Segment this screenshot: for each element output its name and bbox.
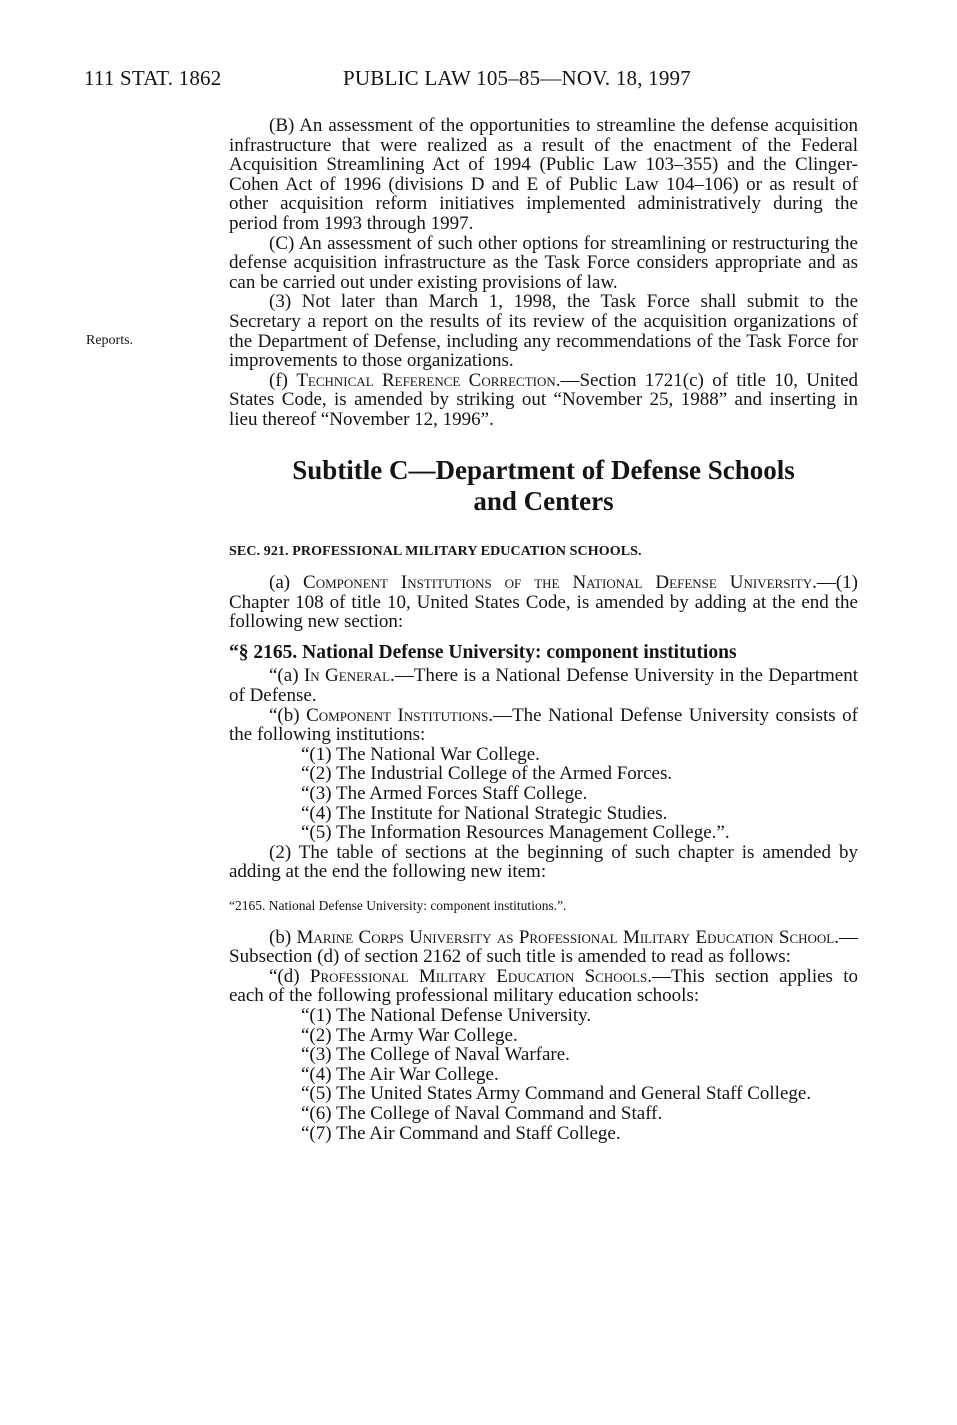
section-2165-heading: “§ 2165. National Defense University: component institutions (229, 641, 737, 663)
quote-paragraph-b: “(b) Component Institutions.—The National Defense University consists of the following institutions: (229, 704, 859, 746)
list-item: “(5) The Information Resources Management College.”. (301, 822, 730, 844)
paragraph-b-heading: Marine Corps University as Professional Military Education School. (296, 926, 839, 948)
list-item: “(2) The Army War College. (301, 1024, 518, 1046)
list-item: “(1) The National War College. (301, 743, 540, 765)
list-item: “(5) The United States Army Command and General Staff College. (301, 1083, 812, 1105)
quote-paragraph-d: “(d) Professional Military Education Schools.—This section applies to each of the following professional military education schools: (229, 965, 859, 1007)
list-item: “(1) The National Defense University. (301, 1004, 592, 1026)
paragraph-f-heading: Technical Reference Correction. (296, 369, 561, 391)
paragraph-a-heading: Component Institutions of the National Defense University. (303, 572, 817, 594)
subtitle-heading: Subtitle C—Department of Defense Schools and Centers (292, 454, 795, 516)
paragraph-a: (a) Component Institutions of the National Defense University.—(1) Chapter 108 of title 10, United States Code, is amended by adding at the end the following new section: (229, 572, 858, 633)
list-item: “(4) The Air War College. (301, 1063, 499, 1085)
quote-b-heading: Component Institutions. (306, 704, 494, 726)
quote-a-heading: In General. (303, 665, 395, 687)
paragraph-b-marine-corps: (b) Marine Corps University as Professional Military Education School.—Subsection (d) of section 2162 of such title is amended to read as follows: (229, 926, 858, 968)
quote-paragraph-a: “(a) In General.—There is a National Defense University in the Department of Defense. (229, 665, 858, 707)
paragraph-3: (3) Not later than March 1, 1998, the Task Force shall submit to the Secretary a report on the results of its review of the acquisition organizations of the Department of Defense, including any recommendations of the Task Force for improvements to those organizations. (229, 291, 858, 372)
paragraph-2: (2) The table of sections at the beginning of such chapter is amended by adding at the end the following new item: (229, 841, 858, 883)
ndu-institutions-list (229, 745, 858, 843)
document-body (229, 116, 858, 1143)
statute-citation: 111 STAT. 1862 (84, 66, 222, 90)
list-item: “(3) The Armed Forces Staff College. (301, 783, 588, 805)
pme-schools-list (229, 1006, 858, 1143)
table-of-sections-item: “2165. National Defense University: component institutions.”. (229, 898, 567, 913)
list-item: “(6) The College of Naval Command and Staff. (301, 1102, 663, 1124)
list-item: “(2) The Industrial College of the Armed Forces. (301, 763, 673, 785)
paragraph-f: (f) Technical Reference Correction.—Section 1721(c) of title 10, United States Code, is amended by striking out “November 25, 1988” and inserting in lieu thereof “November 12, 1996”. (229, 369, 859, 430)
section-921-heading: SEC. 921. PROFESSIONAL MILITARY EDUCATION SCHOOLS. (229, 543, 642, 559)
quote-d-heading: Professional Military Education Schools. (309, 965, 652, 987)
list-item: “(3) The College of Naval Warfare. (301, 1044, 570, 1066)
paragraph-b: (B) An assessment of the opportunities to streamline the defense acquisition infrastructure that were realized as a result of the enactment of the Federal Acquisition Streamlining Act of 1994 (Public Law 103–355) and the Clinger-Cohen Act of 1996 (divisions D and E of Public Law 104–106) or as result of other acquisition reform initiatives implemented administratively during the period from 1993 through 1997. (229, 115, 858, 234)
public-law-citation: PUBLIC LAW 105–85—NOV. 18, 1997 (343, 66, 691, 90)
list-item: “(7) The Air Command and Staff College. (301, 1122, 621, 1144)
margin-note-reports: Reports. (86, 333, 134, 348)
list-item: “(4) The Institute for National Strategic Studies. (301, 802, 668, 824)
paragraph-c: (C) An assessment of such other options for streamlining or restructuring the defense acquisition infrastructure as the Task Force considers appropriate and as can be carried out under existing provisions of law. (229, 232, 858, 293)
